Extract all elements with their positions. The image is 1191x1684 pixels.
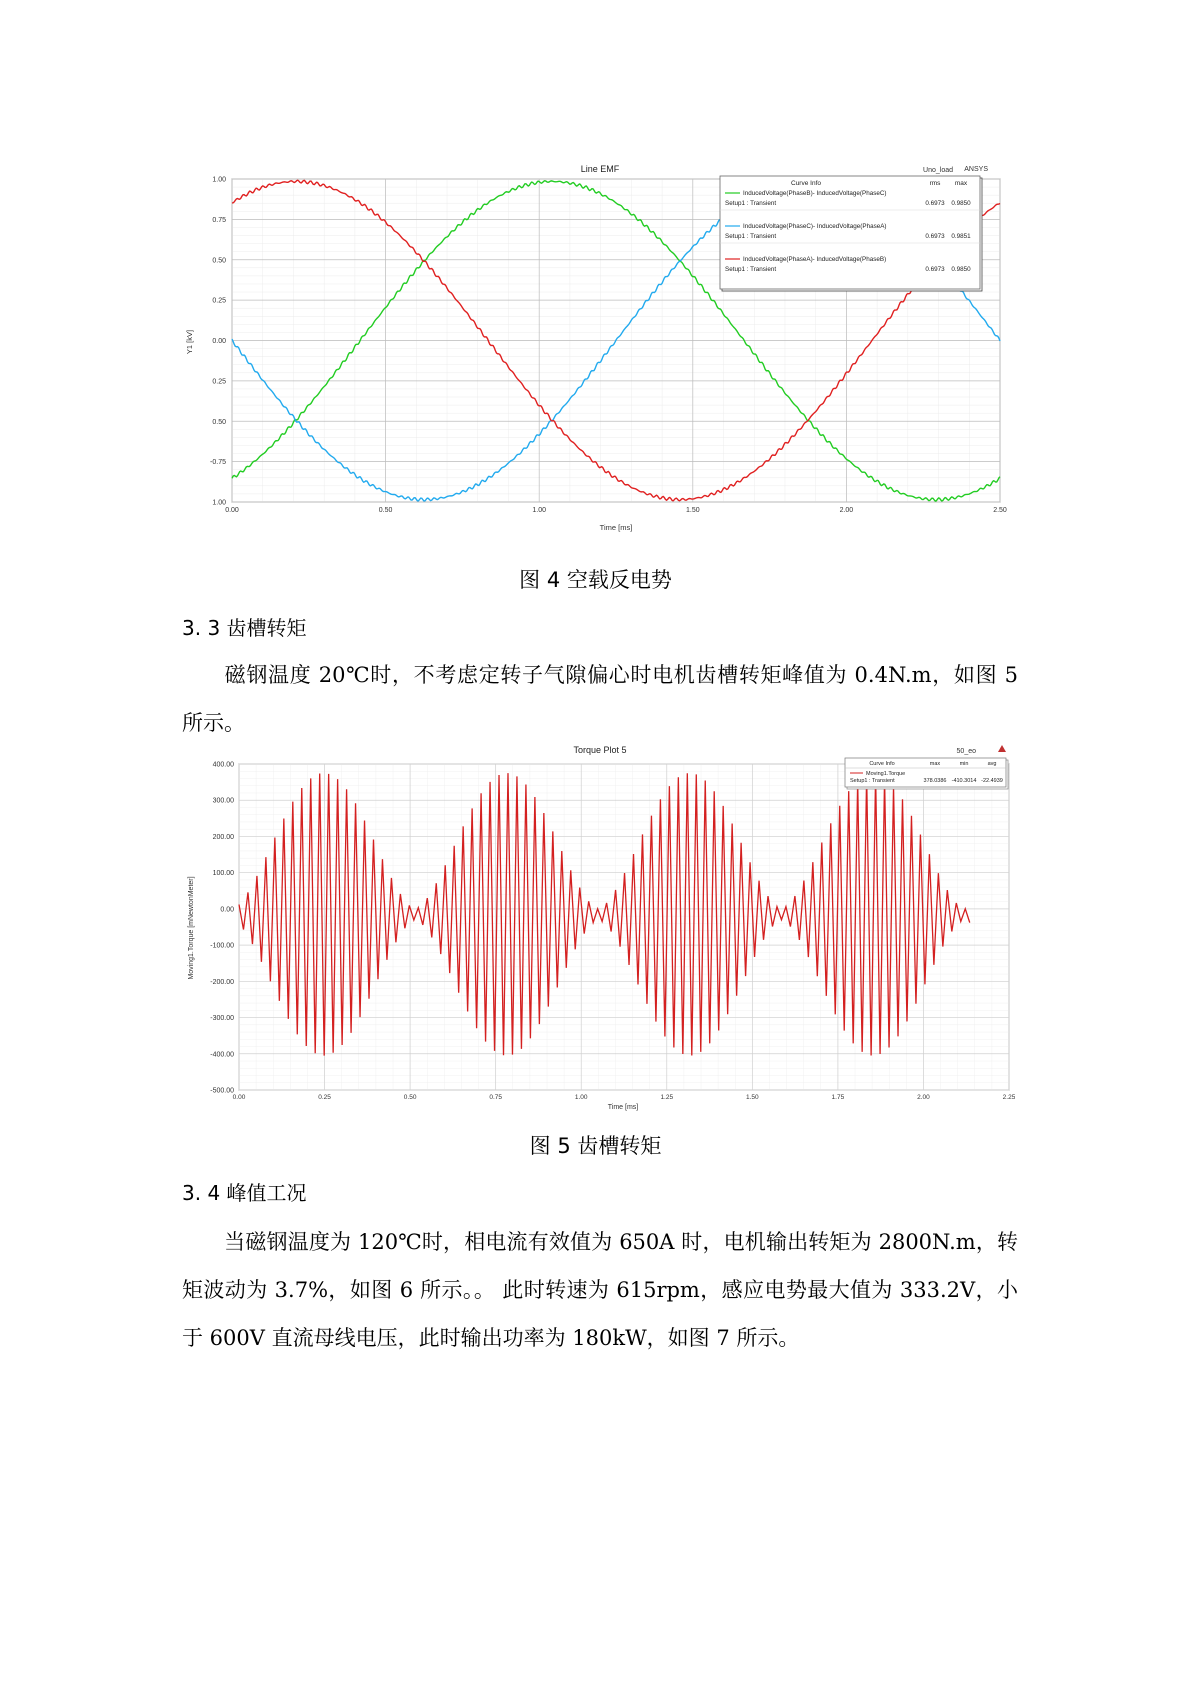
legend-value-avg: -22.4939 [981,778,1003,784]
legend-series-setup: Setup1 : Transient [725,200,777,207]
section-3-3-paragraph [182,651,1018,747]
section-3-3-text: 磁钢温度 20℃时，不考虑定转子气隙偏心时电机齿槽转矩峰值为 0.4N.m，如图 5 所示。 [182,663,1018,735]
legend[interactable] [845,758,1008,789]
line-emf-chart [180,160,1015,535]
x-tick-label: 2.00 [839,507,854,514]
legend-value-min: -410.3014 [951,778,977,784]
legend-series-name: Moving1.Torque [866,771,906,777]
y-tick-label: 0.50 [212,257,226,265]
x-tick-label: 0.25 [318,1094,331,1101]
x-tick-label: 0.50 [378,507,393,514]
y-tick-label: -0.75 [210,459,226,467]
legend-value-max: 0.9850 [951,266,971,273]
y-tick-label: 0.25 [212,378,226,386]
y-tick-label: 0.00 [212,338,226,345]
legend-value-rms: 0.6973 [925,266,945,273]
legend-value-max: 378.0386 [923,778,947,784]
legend-series-setup: Setup1 : Transient [725,266,777,273]
x-axis-ticks [225,507,1007,514]
x-tick-label: 1.25 [660,1094,674,1101]
line-emf-svg [180,160,1015,535]
legend-col-min: min [959,761,969,767]
y-tick-label: -100.00 [210,942,234,950]
x-tick-label: 1.50 [685,507,700,514]
legend-header: Curve Info [791,180,821,187]
figure-4-caption: 图 4 空载反电势 [519,568,672,592]
chart-tag-ansys: ANSYS [964,166,988,173]
legend-series-setup: Setup1 : Transient [725,233,777,240]
chart-title: Line EMF [580,164,620,174]
y-tick-label: -200.00 [210,978,234,986]
y-tick-label: 200.00 [212,833,234,841]
x-tick-label: 1.50 [746,1094,759,1101]
x-tick-label: 0.00 [225,507,239,514]
legend-series-name: InducedVoltage(PhaseA)- InducedVoltage(PhaseB) [743,256,887,263]
legend-series-name: InducedVoltage(PhaseC)- InducedVoltage(PhaseA) [743,223,887,230]
section-3-3-heading: 3. 3 齿槽转矩 [182,616,307,640]
section-3-4-paragraph [182,1218,1018,1362]
y-tick-label: 300.00 [212,797,234,805]
x-tick-label: 0.50 [403,1094,417,1101]
x-axis-label: Time [ms] [599,523,633,532]
y-tick-label: 0.50 [212,418,226,426]
y-axis-label: Moving1.Torque [mNewtonMeter] [188,876,195,980]
torque-plot-svg [180,740,1015,1115]
y-axis-ticks [210,762,234,1095]
y-tick-label: -500.00 [210,1087,234,1095]
figure-5-caption: 图 5 齿槽转矩 [529,1134,662,1158]
legend[interactable] [720,176,982,291]
legend-col-max: max [954,180,968,187]
y-tick-label: 0.75 [212,216,226,224]
y-tick-label: 1.00 [212,499,226,507]
section-3-4-heading: 3. 4 峰值工况 [182,1181,307,1205]
legend-col-max: max [929,761,941,767]
y-tick-label: -300.00 [210,1015,234,1023]
x-axis-label: Time [ms] [607,1104,639,1111]
legend-series-name: InducedVoltage(PhaseB)- InducedVoltage(PhaseC) [743,190,887,197]
chart-title: Torque Plot 5 [573,745,627,755]
torque-plot-chart [180,740,1015,1115]
y-tick-label: 100.00 [212,870,234,878]
y-tick-label: 400.00 [212,761,234,769]
legend-value-max: 0.9850 [951,200,971,207]
x-tick-label: 0.00 [232,1094,246,1101]
x-tick-label: 1.00 [574,1094,588,1101]
y-tick-label: -400.00 [210,1051,234,1059]
legend-value-rms: 0.6973 [925,200,945,207]
ansys-logo-icon [998,745,1006,752]
x-axis-ticks [233,1094,1015,1101]
y-tick-label: 0.00 [220,906,234,914]
section-3-4-text: 当磁钢温度为 120℃时，相电流有效值为 650A 时，电机输出转矩为 2800N.m，转矩波动为 3.7%，如图 6 所示。。 此时转速为 615rpm，感应电势最大值为 333.2V，小于 600V 直流母线电压，此时输出功率为 180kW，如图 7 所示。 [182,1230,1018,1350]
y-axis-label: Y1 [kV] [185,329,194,355]
x-tick-label: 2.25 [1002,1094,1015,1101]
legend-col-rms: rms [929,180,941,187]
y-tick-label: 0.25 [212,297,226,305]
legend-series-setup: Setup1 : Transient [850,778,895,784]
legend-value-rms: 0.6973 [925,233,945,240]
x-tick-label: 2.50 [993,507,1007,514]
chart-tag: 50_eo [956,748,976,755]
y-tick-label: 1.00 [212,176,226,184]
x-tick-label: 1.00 [532,507,547,514]
x-tick-label: 0.75 [489,1094,502,1101]
chart-tag-noload: Uno_load [923,167,953,174]
y-axis-ticks [210,177,226,507]
legend-header: Curve Info [869,761,895,767]
legend-col-avg: avg [987,761,997,767]
x-tick-label: 1.75 [831,1094,845,1101]
legend-value-max: 0.9851 [951,233,971,240]
x-tick-label: 2.00 [917,1094,930,1101]
